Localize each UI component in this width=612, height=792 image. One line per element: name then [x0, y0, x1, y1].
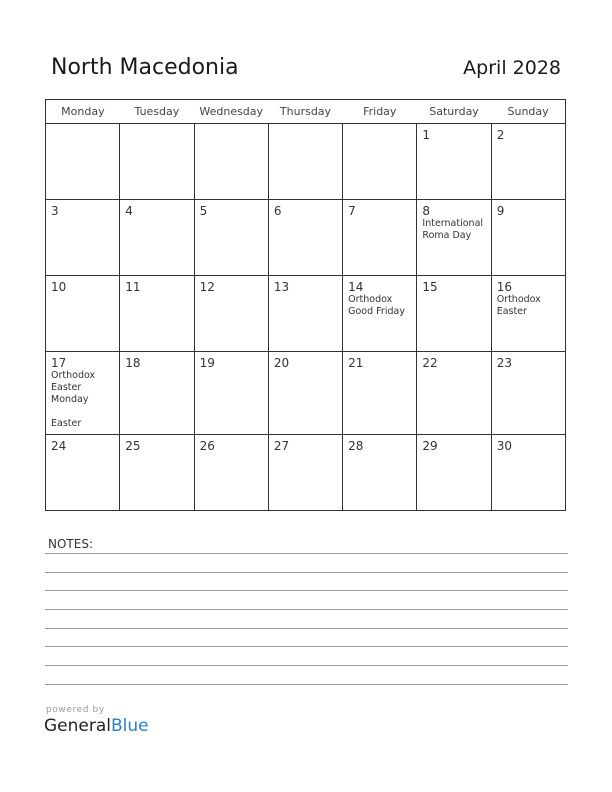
- day-number: 12: [199, 280, 215, 294]
- day-cell: [343, 124, 417, 200]
- powered-by-text: powered by: [46, 705, 105, 715]
- day-number: 25: [125, 439, 141, 453]
- day-number: 27: [273, 439, 290, 453]
- note-line: [45, 628, 568, 629]
- day-number: 3: [51, 204, 59, 218]
- day-cell: [268, 124, 342, 200]
- day-number: 19: [199, 356, 215, 370]
- notes-label: NOTES:: [48, 537, 93, 551]
- day-number: 4: [125, 204, 133, 218]
- day-cell: [343, 200, 417, 276]
- day-cell: [46, 352, 120, 435]
- day-number: 10: [51, 280, 67, 294]
- day-number: 7: [348, 204, 356, 218]
- weekday-header: Sunday: [491, 100, 565, 124]
- day-cell: [343, 352, 417, 435]
- note-line: [45, 684, 568, 685]
- day-cell: [268, 200, 342, 276]
- note-line: [45, 665, 568, 666]
- brand-general: General: [44, 716, 111, 736]
- day-number: 9: [496, 204, 505, 218]
- calendar-country-title: North Macedonia: [51, 55, 239, 80]
- week-row: [46, 200, 566, 276]
- day-number: 26: [199, 439, 215, 453]
- week-row: [46, 435, 566, 511]
- weekday-header: Monday: [46, 100, 120, 124]
- day-number: 29: [422, 439, 438, 453]
- day-number: 17: [51, 356, 67, 370]
- day-number: 1: [422, 128, 431, 142]
- weekday-header: Wednesday: [194, 100, 268, 124]
- day-cell: [120, 352, 194, 435]
- brand-blue: Blue: [111, 716, 149, 736]
- weekday-header: Tuesday: [120, 100, 194, 124]
- day-cell: [491, 276, 565, 352]
- day-cell: [46, 276, 120, 352]
- week-row: [46, 124, 566, 200]
- day-number: 16: [496, 280, 512, 294]
- day-cell: [120, 435, 194, 511]
- day-number: 28: [348, 439, 364, 453]
- day-cell: [194, 435, 268, 511]
- day-cell: [46, 200, 120, 276]
- day-cell: [491, 435, 565, 511]
- day-number: 22: [422, 356, 438, 370]
- note-line: [45, 553, 568, 554]
- day-number: 14: [348, 280, 364, 294]
- day-cell: [194, 352, 268, 435]
- day-number: 18: [125, 356, 141, 370]
- day-number: 15: [422, 280, 438, 294]
- holiday-event: Easter: [51, 418, 82, 429]
- day-cell: [343, 276, 417, 352]
- day-number: 11: [125, 280, 141, 294]
- brand-logo: [44, 716, 149, 736]
- week-row: [46, 276, 566, 352]
- day-number: 20: [273, 356, 290, 370]
- day-cell: [194, 276, 268, 352]
- day-cell: [417, 435, 491, 511]
- day-number: 6: [273, 204, 282, 218]
- weekday-header: Friday: [343, 100, 417, 124]
- weekday-header: Thursday: [268, 100, 342, 124]
- day-cell: [268, 352, 342, 435]
- note-line: [45, 609, 568, 610]
- week-row: [46, 352, 566, 435]
- day-number: 2: [496, 128, 505, 142]
- holiday-event: Orthodox Good Friday: [348, 294, 405, 317]
- note-line: [45, 590, 568, 591]
- holiday-event: Orthodox Easter: [496, 294, 541, 317]
- note-line: [45, 572, 568, 573]
- day-cell: [417, 124, 491, 200]
- day-number: 21: [348, 356, 364, 370]
- day-cell: [491, 352, 565, 435]
- day-cell: [268, 435, 342, 511]
- day-cell: [417, 276, 491, 352]
- day-cell: [268, 276, 342, 352]
- day-cell: [46, 124, 120, 200]
- day-number: 24: [51, 439, 67, 453]
- day-cell: [120, 276, 194, 352]
- day-cell: [343, 435, 417, 511]
- day-number: 13: [273, 280, 290, 294]
- day-cell: [491, 124, 565, 200]
- day-cell: [417, 352, 491, 435]
- weekday-header: Saturday: [417, 100, 491, 124]
- day-cell: [194, 200, 268, 276]
- day-number: 8: [422, 204, 431, 218]
- day-cell: [194, 124, 268, 200]
- day-cell: [46, 435, 120, 511]
- calendar-month-title: April 2028: [463, 57, 561, 79]
- day-cell: [417, 200, 491, 276]
- calendar-grid: [45, 99, 566, 511]
- day-number: 23: [496, 356, 512, 370]
- holiday-event: International Roma Day: [422, 218, 484, 241]
- day-cell: [491, 200, 565, 276]
- note-line: [45, 646, 568, 647]
- weekday-header-row: [46, 100, 566, 124]
- holiday-event: Orthodox Easter Monday: [51, 370, 96, 405]
- day-number: 30: [496, 439, 512, 453]
- day-cell: [120, 124, 194, 200]
- day-cell: [120, 200, 194, 276]
- day-number: 5: [199, 204, 208, 218]
